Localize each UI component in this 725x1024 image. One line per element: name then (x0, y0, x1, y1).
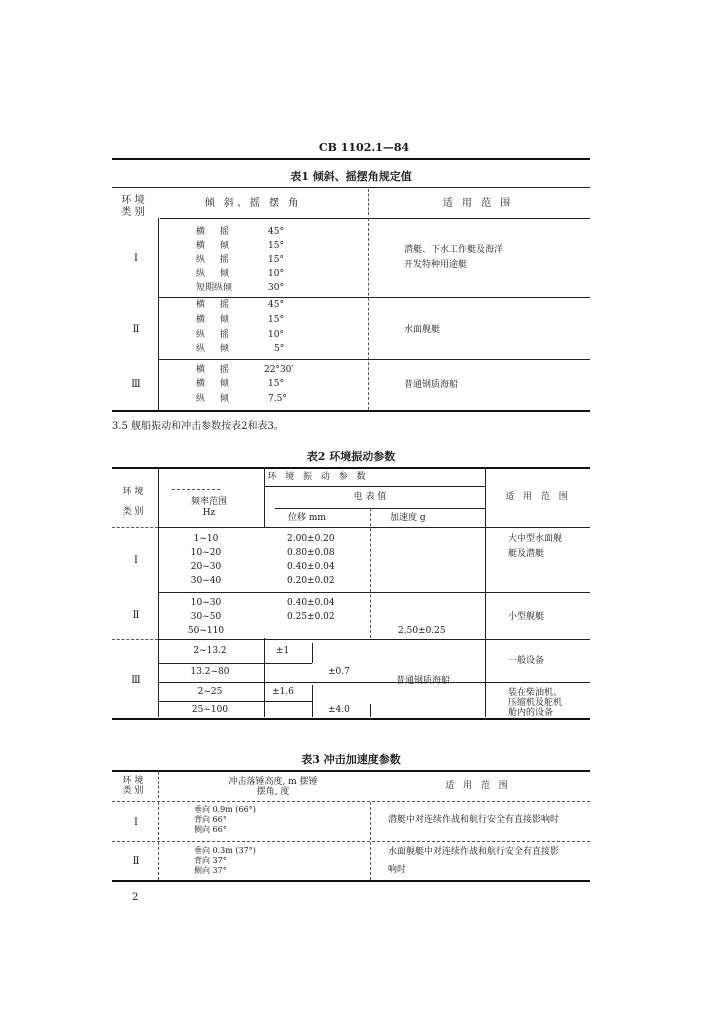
table2-scope-3b: 装在柴油机、 (508, 688, 563, 698)
table1-row-value: 15° (268, 241, 284, 251)
table2-cat-3: Ⅲ (131, 675, 141, 686)
table1-row-name: 短期纵倾 (196, 283, 233, 293)
table2-disp: 0.20±0.02 (287, 576, 335, 586)
table2-title: 表2 环境振动参数 (306, 450, 396, 463)
table3-cat-2: Ⅱ (132, 856, 140, 867)
table1-row-value: 15° (268, 315, 284, 325)
table2-cell-divider (312, 643, 313, 663)
table2-header-category: 环 境 类 别 (122, 487, 144, 517)
table2-cell-divider (370, 704, 371, 717)
table2-freq: 25~100 (191, 705, 229, 715)
table2-cat3-mid: 普通钢质海船 (396, 676, 451, 686)
table2-disp: 0.40±0.04 (287, 598, 335, 608)
table1-row-value: 15° (268, 255, 284, 265)
table1-row-name: 横 倾 (196, 379, 235, 389)
table1-row-name: 纵 倾 (196, 269, 235, 279)
table2-disp: 0.25±0.02 (287, 612, 335, 622)
table2-col-divider (264, 467, 265, 527)
table1-row-value: 5° (274, 344, 285, 354)
table1-title: 表1 倾斜、摇摆角规定值 (290, 170, 412, 183)
table1-row-name: 纵 摇 (196, 330, 235, 340)
table1-col-divider-2 (368, 218, 369, 410)
table1-header-rule (160, 218, 590, 219)
table2-header-rule (265, 486, 485, 487)
table1-row-name: 横 倾 (196, 315, 235, 325)
section-3-5-text: 3.5 舰船振动和冲击参数按表2和表3。 (112, 421, 284, 432)
table2-scope-3a: 一般设备 (508, 656, 545, 666)
table3-cat-1: Ⅰ (134, 817, 138, 828)
table2-group-rule (158, 592, 590, 593)
table1-row-name: 横 摇 (196, 300, 235, 310)
table2-scope-3b: 压缩机及舵机 (508, 698, 563, 708)
table2-freq: 30~40 (190, 576, 222, 586)
table1-col-divider-1 (158, 218, 159, 410)
table3-row: 背向 66° (194, 815, 227, 824)
table2-cell-divider (312, 685, 313, 717)
table2-freq: 13.2~80 (190, 667, 230, 677)
table3-bottom-rule (112, 880, 590, 882)
table1-header-scope: 适 用 范 围 (442, 198, 514, 209)
table2-acc-cat2: 2.50±0.25 (398, 626, 446, 636)
table2-header-amp: 电 表 值 (353, 492, 387, 502)
table2-bottom-rule (112, 718, 590, 720)
table3-row: 背向 37° (194, 856, 227, 865)
table1-row-value: 10° (268, 269, 284, 279)
table2-header-rule (112, 527, 158, 528)
table2-cat3-val: ±1.6 (272, 687, 294, 697)
table1-scope-3: 普通钢质海船 (404, 380, 459, 390)
table1-row-name: 横 摇 (196, 365, 235, 375)
table1-group-rule (158, 297, 590, 298)
table3-header-divider (158, 772, 159, 798)
table2-freq: 2~25 (197, 687, 223, 697)
table2-header-env-vib: 环 境 振 动 参 数 (267, 472, 369, 482)
table2-col-divider (370, 508, 371, 638)
table2-cat3-val: ±4.0 (328, 705, 350, 715)
table2-scope-3b: 舱内的设备 (508, 708, 554, 718)
table2-scope-2: 小型舰艇 (508, 612, 545, 622)
table1-row-value: 30° (268, 283, 284, 293)
table2-row-rule (158, 663, 312, 664)
table3-scope-2: 响时 (388, 865, 407, 875)
table1-header-divider (368, 189, 369, 215)
table2-header-mark (172, 489, 220, 490)
table3-header-shock: 冲击落锤高度, m 摆锤摆角, 度 (228, 777, 318, 797)
table2-freq: 2~13.2 (193, 646, 227, 656)
table2-row-rule (158, 701, 312, 702)
table1-scope-1: 潜艇、下水工作艇及海洋开发特种用途艇 (404, 245, 504, 270)
table3-row: 垂向 0.3m (37°) (194, 846, 256, 855)
table3-header-category: 环 境 类 别 (122, 776, 144, 796)
table1-cat-3: Ⅲ (131, 379, 141, 390)
table2-freq: 20~30 (190, 562, 222, 572)
table2-freq: 1~10 (193, 534, 219, 544)
table1-row-value: 10° (268, 330, 284, 340)
table3-group-rule (112, 841, 590, 842)
table2-header-freq: 频率范围 Hz (190, 497, 227, 518)
table2-scope-1: 艇及潜艇 (508, 549, 545, 559)
table1-header-angle: 倾 斜、摇 摆 角 (204, 198, 302, 209)
table1-row-name: 纵 倾 (196, 394, 235, 404)
table1-group-rule (158, 359, 590, 360)
table3-row: 侧向 37° (194, 866, 227, 875)
table2-freq: 10~30 (190, 598, 222, 608)
table3-title: 表3 冲击加速度参数 (301, 753, 401, 766)
table2-disp: 2.00±0.20 (287, 534, 335, 544)
table2-group-rule (158, 639, 590, 640)
table2-cat3-val: ±1 (276, 646, 290, 656)
table1-row-name: 纵 摇 (196, 255, 235, 265)
table2-header-scope: 适 用 范 围 (505, 492, 571, 502)
table2-header-disp: 位移 mm (288, 513, 326, 523)
table2-top-rule (112, 467, 590, 469)
table1-row-value: 45° (268, 227, 284, 237)
table2-row-rule (158, 682, 590, 683)
table2-group-rule (112, 639, 158, 640)
table1-row-name: 横 倾 (196, 241, 235, 251)
table3-header-rule (112, 801, 590, 802)
table3-col-divider (370, 802, 371, 880)
table1-scope-2: 水面舰艇 (404, 325, 441, 335)
table1-row-name: 横 摇 (196, 227, 235, 237)
table1-row-value: 45° (268, 300, 284, 310)
table2-freq: 30~50 (190, 612, 222, 622)
table1-bottom-rule (112, 410, 590, 412)
table1-cat-2: Ⅱ (132, 324, 140, 335)
table3-row: 侧向 66° (194, 825, 227, 834)
table2-header-rule (275, 508, 485, 509)
standard-code: CB 1102.1—84 (318, 141, 410, 154)
table1-cat-1: Ⅰ (134, 253, 138, 264)
table1-top-rule (112, 187, 590, 188)
table2-freq: 50~110 (187, 626, 225, 636)
table2-cat-1: Ⅰ (134, 555, 138, 566)
table1-row-value: 22°30′ (264, 365, 294, 375)
table2-header-rule (158, 527, 590, 528)
table1-row-name: 纵 倾 (196, 344, 235, 354)
table2-freq: 10~20 (190, 548, 222, 558)
table2-col-divider (264, 638, 265, 717)
table3-scope-1: 潜艇中对连续作战和航行安全有直接影响时 (388, 815, 560, 825)
table2-header-acc: 加速度 g (390, 513, 426, 523)
table2-scope-1: 大中型水面舰 (508, 534, 563, 544)
table3-row: 垂向 0.9m (66°) (194, 805, 256, 814)
table3-scope-2: 水面舰艇中对连续作战和航行安全有直接影 (388, 847, 560, 857)
table3-header-scope: 适 用 范 围 (445, 781, 511, 791)
table1-row-value: 15° (268, 379, 284, 389)
table1-row-value: 7.5° (268, 394, 287, 404)
table2-cat3-val: ±0.7 (328, 667, 350, 677)
table2-disp: 0.40±0.04 (287, 562, 335, 572)
table2-disp: 0.80±0.08 (287, 548, 335, 558)
table3-col-divider (158, 802, 159, 880)
table2-cat-2: Ⅱ (132, 610, 140, 621)
table1-header-category: 环 境 类 别 (121, 195, 145, 218)
table3-top-rule (112, 770, 590, 772)
header-rule (112, 158, 590, 160)
page-number: 2 (132, 892, 139, 903)
